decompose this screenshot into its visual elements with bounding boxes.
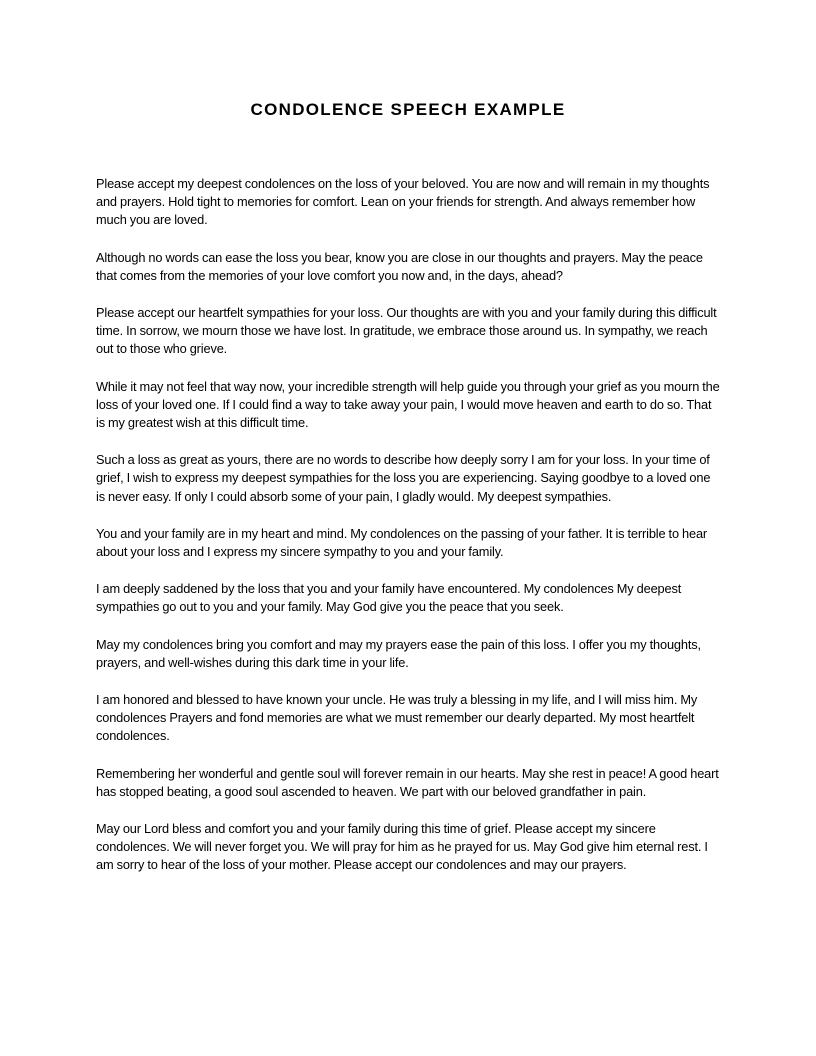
paragraph-4: While it may not feel that way now, your incredible strength will help guide you through your grief as you mourn the loss of your loved one. If I could find a way to take away your pain, I would move heaven and earth to do so. That is my greatest wish at this difficult time. — [96, 378, 720, 431]
paragraph-2: Although no words can ease the loss you bear, know you are close in our thoughts and prayers. May the peace that comes from the memories of your love comfort you now and, in the days, ahead? — [96, 249, 703, 283]
paragraph-5: Such a loss as great as yours, there are no words to describe how deeply sorry I am for your loss. In your time of grief, I wish to express my deepest sympathies for the loss you are experiencing. Saying goodbye to a loved one is never easy. If only I could absorb some of your pain, I gladly would. My deepest sympathies. — [96, 452, 711, 504]
paragraph-10: Remembering her wonderful and gentle soul will forever remain in our hearts. May she rest in peace! A good heart has stopped beating, a good soul ascended to heaven. We part with our beloved grandfather in pain. — [96, 765, 719, 799]
paragraph-1: Please accept my deepest condolences on the loss of your beloved. You are now and will remain in my thoughts and prayers. Hold tight to memories for comfort. Lean on your friends for strength. And always remember how much you are loved. — [96, 176, 710, 228]
paragraph-3: Please accept our heartfelt sympathies for your loss. Our thoughts are with you and your family during this difficult time. In sorrow, we mourn those we have lost. In gratitude, we embrace those around us. In sympathy, we reach out to those who grieve. — [96, 305, 717, 357]
document-body — [96, 175, 722, 894]
paragraph-11: May our Lord bless and comfort you and your family during this time of grief. Please accept my sincere condolences. We will never forget you. We will pray for him as he prayed for us. May God give him eternal rest. I am sorry to hear of the loss of your mother. Please accept our condolences and may our prayers. — [96, 821, 708, 873]
paragraph-7: I am deeply saddened by the loss that you and your family have encountered. My condolences My deepest sympathies go out to you and your family. May God give you the peace that you seek. — [96, 581, 682, 615]
paragraph-9: I am honored and blessed to have known your uncle. He was truly a blessing in my life, and I will miss him. My condolences Prayers and fond memories are what we must remember our dearly departed. My most heartfelt condolences. — [96, 692, 698, 744]
paragraph-8: May my condolences bring you comfort and may my prayers ease the pain of this loss. I offer you my thoughts, prayers, and well-wishes during this dark time in your life. — [96, 636, 701, 670]
document-title: CONDOLENCE SPEECH EXAMPLE — [250, 100, 566, 119]
paragraph-6: You and your family are in my heart and mind. My condolences on the passing of your father. It is terrible to hear about your loss and I express my sincere sympathy to you and your family. — [96, 525, 708, 560]
